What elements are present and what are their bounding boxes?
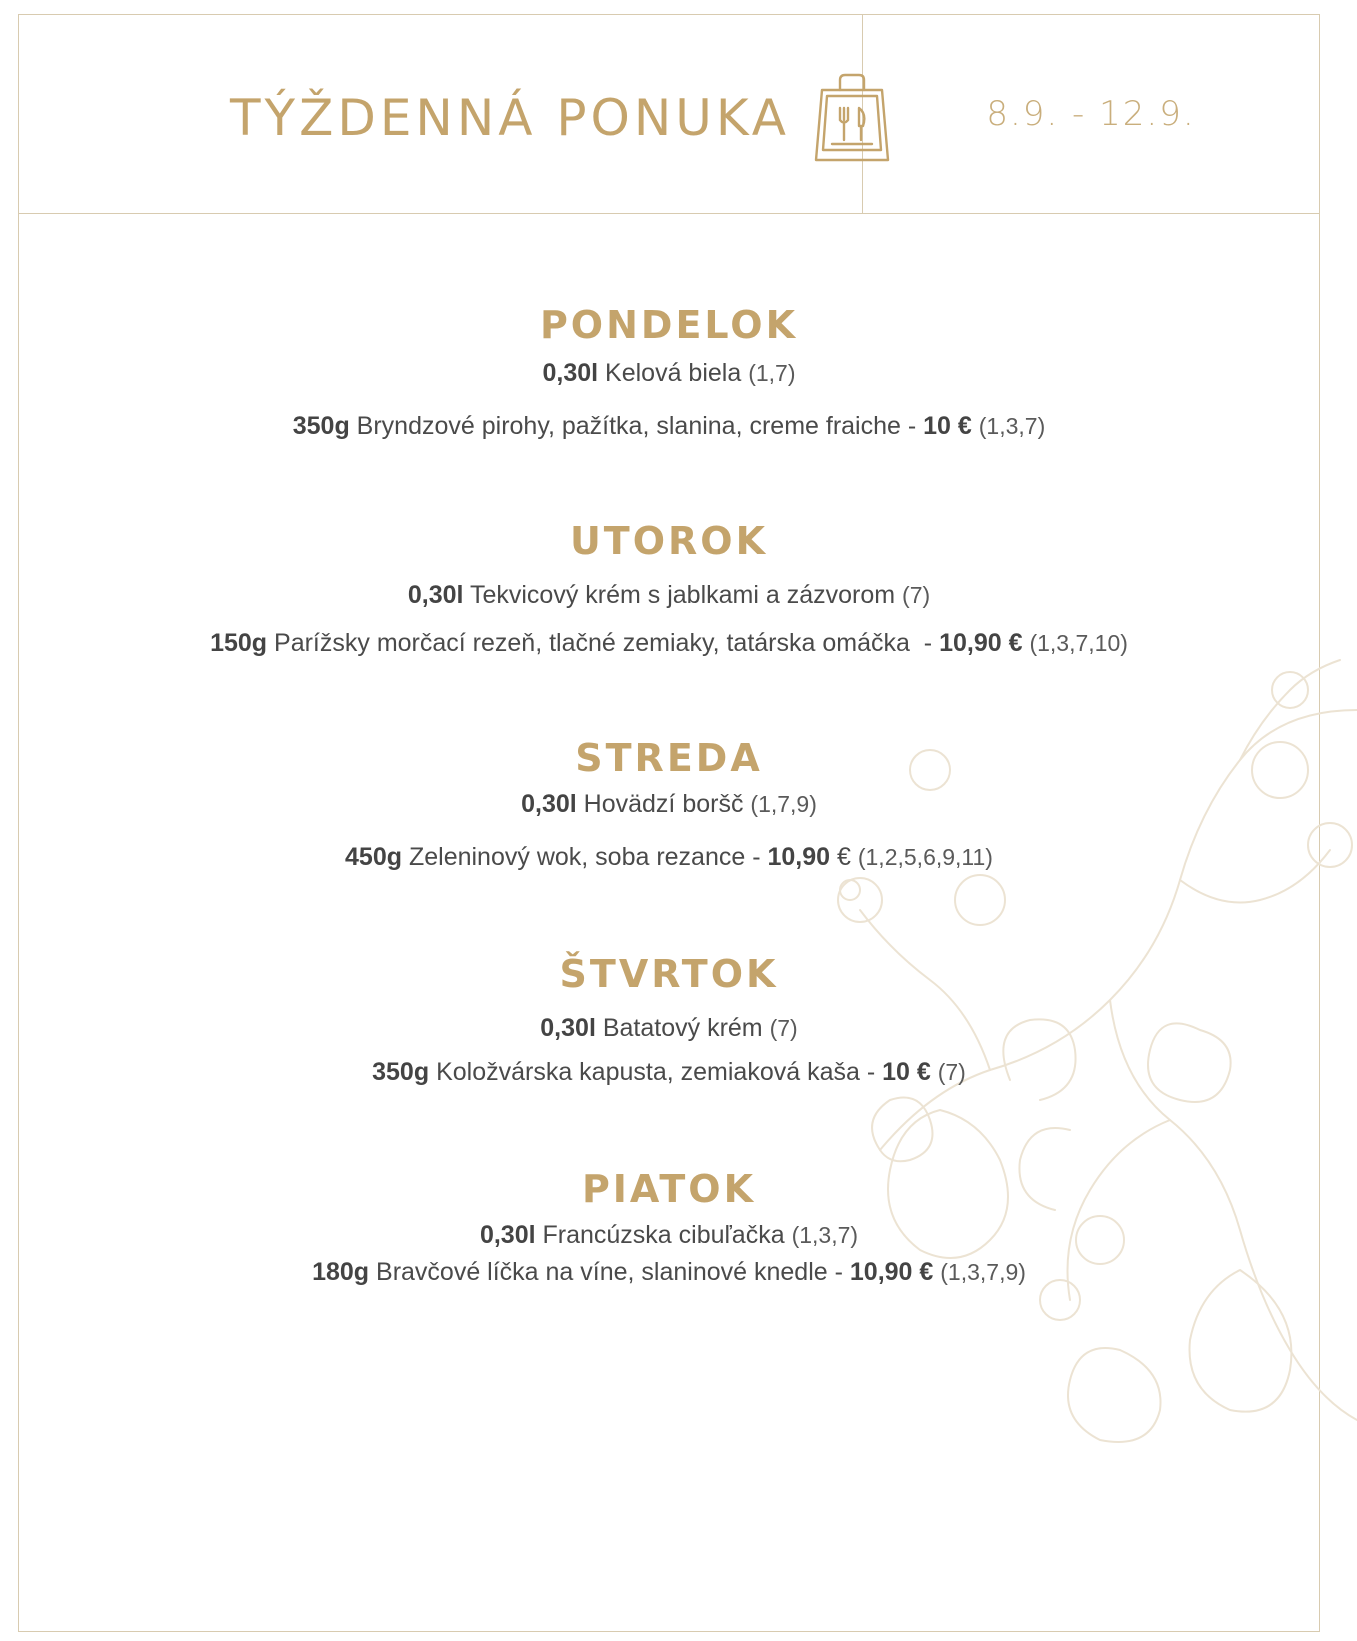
soup-name: Batatový krém	[602, 1014, 763, 1042]
main-price: 10,90 €	[849, 1258, 934, 1286]
main-amount: 450g	[345, 843, 403, 871]
soup-amount: 0,30l	[479, 1221, 536, 1249]
main-price: 10 €	[882, 1058, 931, 1086]
main-item: 350g Koložvárska kapusta, zemiaková kaša - 10 € (7)	[372, 1058, 966, 1086]
main-amount: 150g	[210, 629, 268, 657]
day-wednesday	[18, 736, 1320, 780]
main-name: Parížsky morčací rezeň, tlačné zemiaky, tatárska omáčka	[274, 629, 910, 657]
soup-amount: 0,30l	[521, 790, 577, 818]
soup-item	[18, 792, 1320, 817]
main-item: 180g Bravčové líčka na víne, slaninové knedle - 10,90 € (1,3,7,9)	[312, 1258, 1026, 1286]
soup-item	[18, 583, 1320, 608]
soup-name: Francúzska cibuľačka	[542, 1221, 785, 1249]
day-thursday	[18, 952, 1320, 996]
day-name: STREDA	[575, 736, 763, 780]
soup-amount: 0,30l	[407, 581, 464, 609]
main-item: 450g Zeleninový wok, soba rezance - 10,90 € (1,2,5,6,9,11)	[345, 843, 993, 871]
day-tuesday	[18, 519, 1320, 563]
soup-allergens: (7)	[769, 1015, 798, 1041]
day-name: ŠTVRTOK	[559, 952, 779, 996]
soup-name: Tekvicový krém s jablkami a zázvorom	[469, 581, 896, 609]
soup-allergens: (1,7)	[748, 360, 796, 386]
soup-allergens: (7)	[902, 582, 931, 608]
day-name: UTOROK	[569, 519, 769, 563]
main-name: Bravčové líčka na víne, slaninové knedle	[376, 1258, 828, 1286]
day-name: PIATOK	[581, 1167, 757, 1211]
main-allergens: (1,2,5,6,9,11)	[857, 844, 993, 870]
main-item: 150g Parížsky morčací rezeň, tlačné zemiaky, tatárska omáčka - 10,90 € (1,3,7,10)	[210, 629, 1128, 657]
main-amount: 350g	[292, 412, 350, 440]
soup-amount: 0,30l	[542, 359, 599, 387]
day-friday	[18, 1167, 1320, 1211]
soup-name: Kelová biela	[605, 359, 742, 387]
title-block	[230, 72, 892, 164]
main-item: 350g Bryndzové pirohy, pažítka, slanina, creme fraiche - 10 € (1,3,7)	[292, 412, 1046, 440]
main-price: 10,90 €	[939, 629, 1023, 657]
main-name: Koložvárska kapusta, zemiaková kaša	[436, 1058, 860, 1086]
page-title: TÝŽDENNÁ PONUKA	[230, 89, 790, 147]
main-amount: 180g	[312, 1258, 370, 1286]
soup-name: Hovädzí boršč	[583, 790, 744, 818]
main-allergens: (1,3,7)	[978, 413, 1046, 439]
soup-allergens: (1,3,7)	[791, 1222, 859, 1248]
main-price-currency: €	[837, 843, 851, 871]
main-price: 10 €	[923, 412, 972, 440]
main-allergens: (1,3,7,9)	[940, 1259, 1026, 1285]
date-range: 8.9. - 12.9.	[986, 94, 1196, 134]
day-name: PONDELOK	[539, 303, 799, 347]
main-name: Zeleninový wok, soba rezance	[408, 843, 746, 871]
main-allergens: (1,3,7,10)	[1029, 630, 1128, 656]
main-name: Bryndzové pirohy, pažítka, slanina, creme fraiche	[356, 412, 901, 440]
soup-item	[18, 1016, 1320, 1041]
main-allergens: (7)	[937, 1059, 966, 1085]
main-amount: 350g	[372, 1058, 430, 1086]
soup-allergens: (1,7,9)	[750, 791, 817, 817]
soup-item	[18, 1223, 1320, 1248]
main-price: 10,90	[767, 843, 831, 871]
soup-item	[18, 361, 1320, 386]
day-monday	[18, 303, 1320, 347]
soup-amount: 0,30l	[540, 1014, 596, 1042]
